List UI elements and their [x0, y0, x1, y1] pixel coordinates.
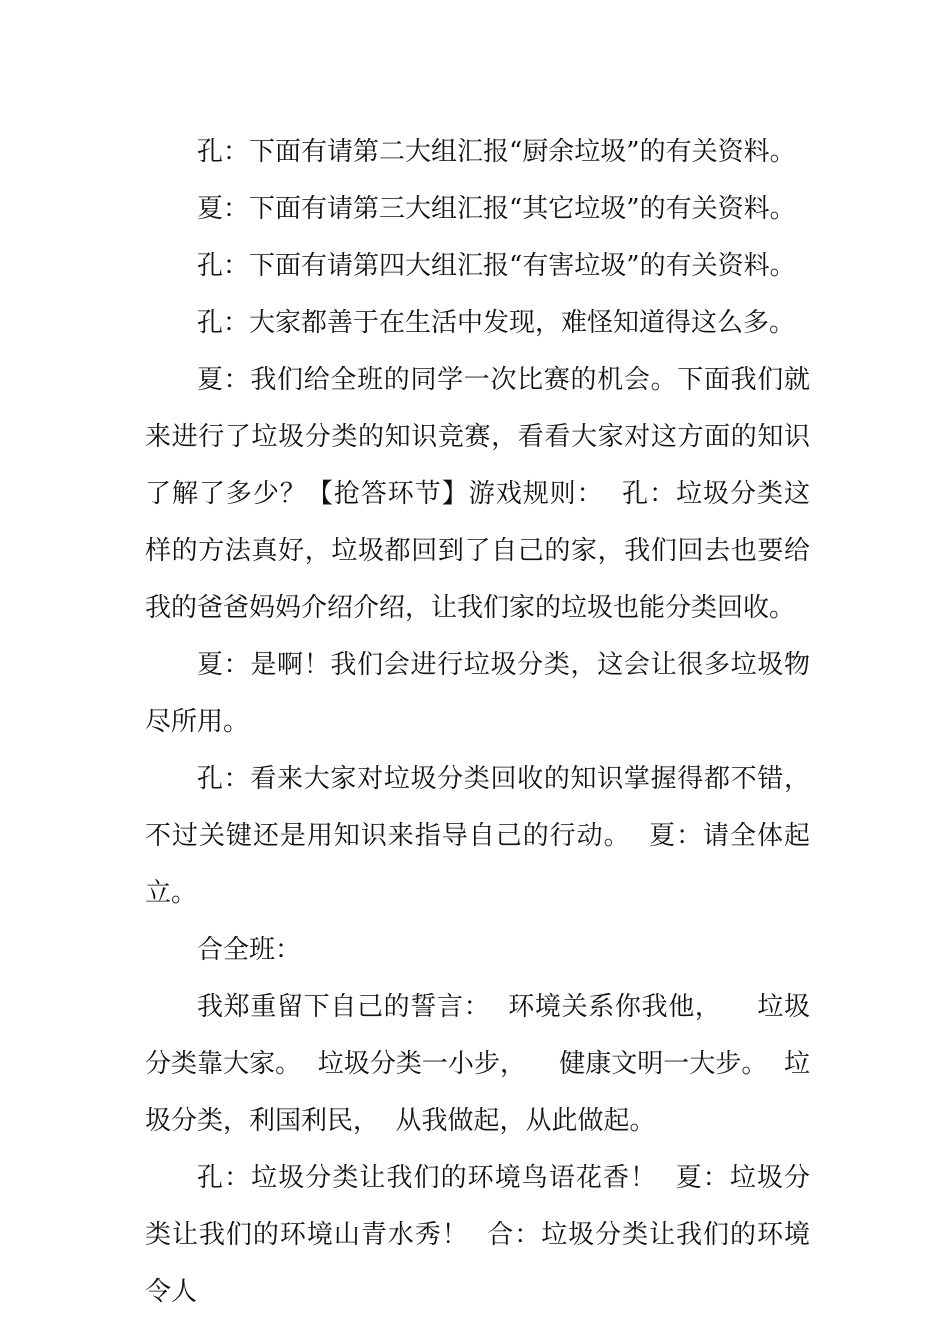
paragraph-5: 夏：我们给全班的同学一次比赛的机会。下面我们就来进行了垃圾分类的知识竞赛，看看大家对这方面的知识了解了多少？【抢答环节】游戏规则： 孔：垃圾分类这样的方法真好，垃圾都回到了自己的家，我们回去也要给我的爸爸妈妈介绍介绍，让我们家的垃圾也能分类回收。	[145, 365, 810, 623]
paragraph-9: 我郑重留下自己的誓言： 环境关系你我他， 垃圾分类靠大家。 垃圾分类一小步， 健康文明一大步。 垃圾分类，利国利民， 从我做起，从此做起。	[145, 992, 810, 1136]
paragraph-10: 孔：垃圾分类让我们的环境鸟语花香！ 夏：垃圾分类让我们的环境山青水秀！ 合：垃圾分类让我们的环境令人	[145, 1163, 810, 1307]
document-body	[145, 124, 810, 1321]
paragraph-8: 合全班：	[197, 935, 302, 965]
paragraph-2: 夏：下面有请第三大组汇报“其它垃圾”的有关资料。	[197, 194, 796, 224]
paragraph-4: 孔：大家都善于在生活中发现，难怪知道得这么多。	[197, 308, 796, 338]
paragraph-6: 夏：是啊！我们会进行垃圾分类，这会让很多垃圾物尽所用。	[145, 650, 810, 737]
paragraph-1: 孔：下面有请第二大组汇报“厨余垃圾”的有关资料。	[197, 137, 796, 167]
paragraph-3: 孔：下面有请第四大组汇报“有害垃圾”的有关资料。	[197, 251, 796, 281]
paragraph-7: 孔：看来大家对垃圾分类回收的知识掌握得都不错，不过关键还是用知识来指导自己的行动。 夏：请全体起立。	[145, 764, 810, 908]
